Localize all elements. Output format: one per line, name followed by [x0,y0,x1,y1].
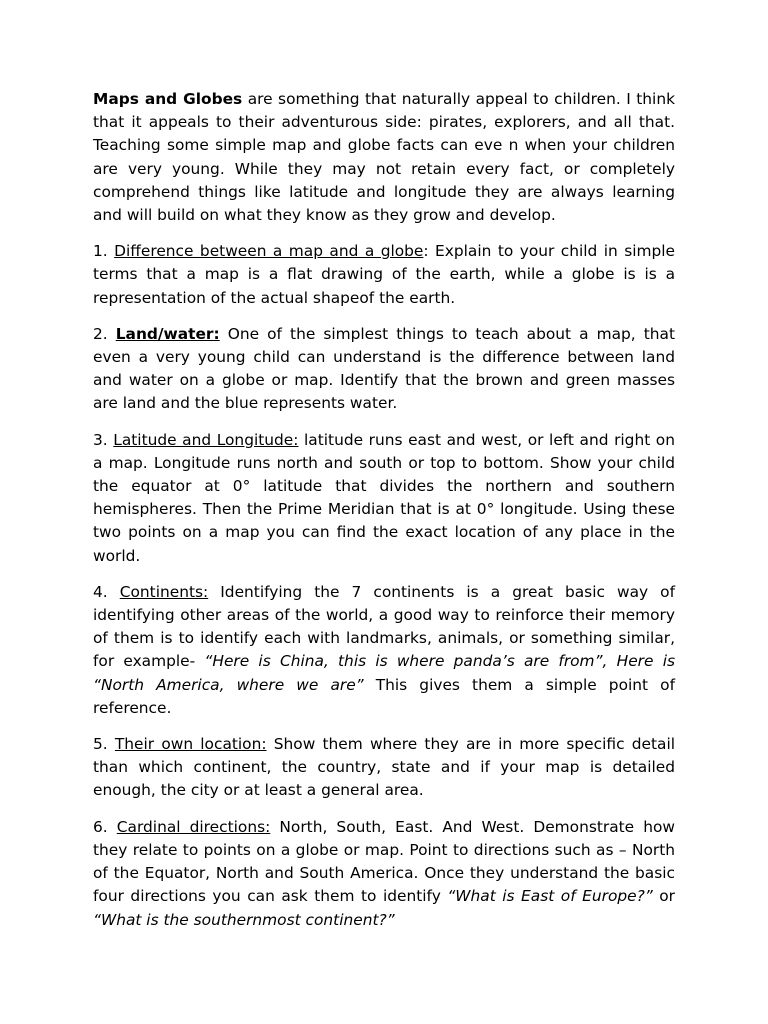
item-mid-text: or [652,887,676,906]
intro-text: are something that naturally appeal to children. I think that it appeals to their adventurous side: pirates, explorers, and all that. Teaching some simple map and globe facts can eve n when your children are very young. While they may not retain every fact, or completely comprehend things like latitude and longitude they are always learning and will build on what they know as they grow and develop. [93,90,675,225]
item-text: Identifying the 7 continents is a great basic way of identifying other areas of the world, a good way to reinforce their memory of them is to identify each with landmarks, animals, or something similar, for example- [93,582,676,671]
list-item [93,581,675,720]
list-item [93,429,675,568]
item-heading: Land/water: [115,324,220,343]
intro-title: Maps and Globes [93,90,243,108]
list-item [93,816,675,932]
item-italic-quote: “What is East of Europe?” [447,887,653,906]
item-number: 1. [93,242,115,261]
intro-paragraph [93,88,675,227]
item-number: 3. [93,430,114,449]
item-number: 4. [93,582,120,601]
item-heading: Cardinal directions: [116,817,271,836]
item-number: 2. [93,324,116,343]
list-item [93,323,675,416]
item-heading: Difference between a map and a globe [114,242,424,261]
item-text: : Explain to your child in simple terms that a map is a flat drawing of the earth, while a globe is is a representation of the actual shapeof the earth. [93,242,676,307]
item-heading: Their own location: [114,735,267,754]
item-text: latitude runs east and west, or left and right on a map. Longitude runs north and south or top to bottom. Show your child the equator at 0° latitude that divides the northern and southern hemispheres. Then the Prime Meridian that is at 0° longitude. Using these two points on a map you can find the exact location of any place in the world. [93,430,675,565]
item-heading: Continents: [119,582,209,601]
item-text: North, South, East. And West. Demonstrate how they relate to points on a globe or map. Point to directions such as – North of the Equator, North and South America. Once they understand the basic four directions you can ask them to identify [93,817,675,906]
item-text: One of the simplest things to teach about a map, that even a very young child can understand is the difference between land and water on a globe or map. Identify that the brown and green masses are land and the blue represents water. [93,324,675,413]
item-tail-text: This gives them a simple point of reference. [93,675,675,717]
item-text: Show them where they are in more specific detail than which continent, the country, state and if your map is detailed enough, the city or at least a general area. [93,735,675,800]
item-number: 5. [93,735,115,754]
item-italic-quote-2: “What is the southernmost continent?” [93,910,395,929]
document-page [93,88,675,945]
list-item [93,240,675,310]
item-heading: Latitude and Longitude: [113,430,299,449]
item-italic-quote: “Here is China, this is where panda’s are from”, Here is “North America, where we are” [93,652,675,694]
list-item [93,733,675,803]
item-number: 6. [93,817,117,836]
